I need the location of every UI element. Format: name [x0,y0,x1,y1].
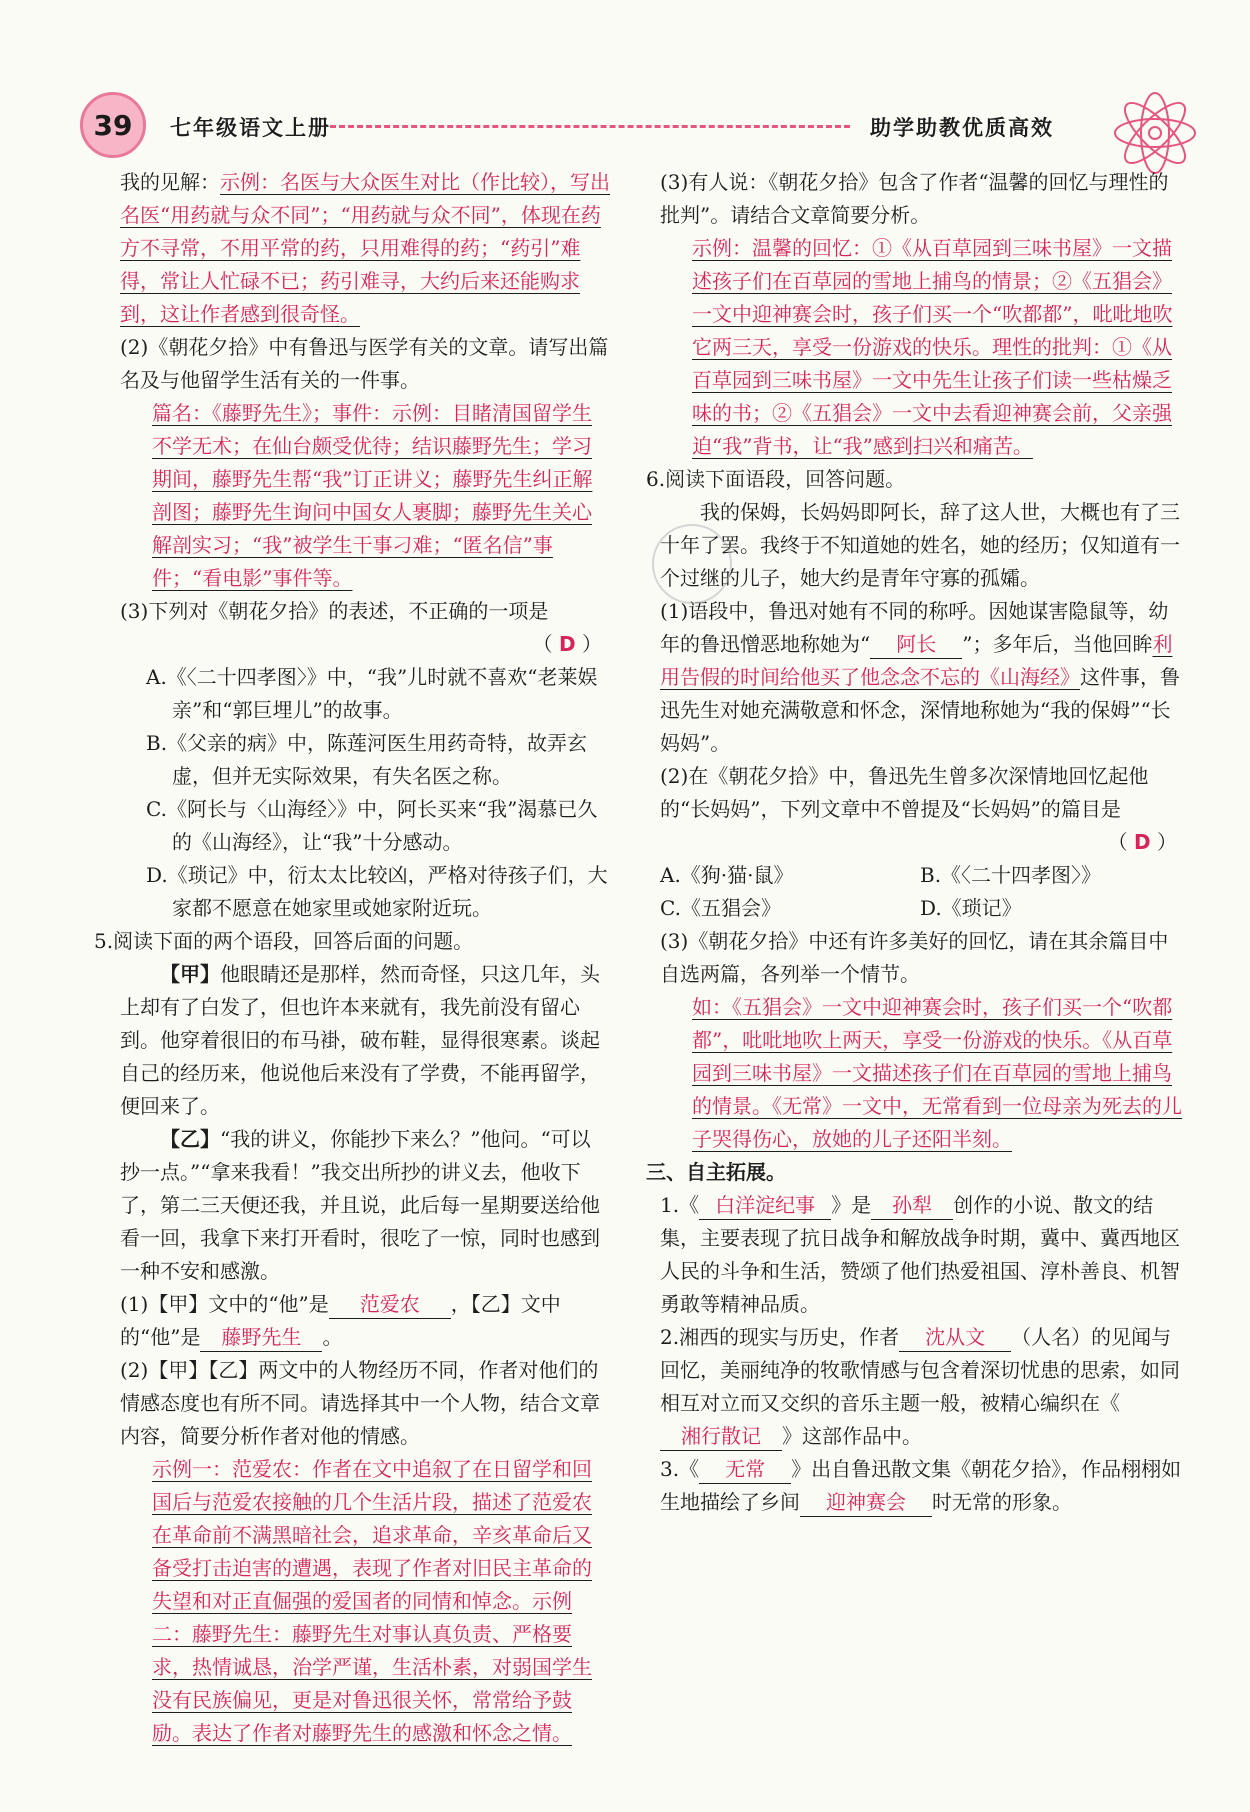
q5-1-answer-2: 藤野先生 [200,1323,322,1352]
e3-text-a: 3.《 [660,1457,700,1481]
q5-passage-jia [120,958,610,1123]
q6-1 [660,595,1185,760]
q6-2-option-d: D.《琐记》 [920,896,1022,920]
q6-prompt: 6.阅读下面语段，回答问题。 [646,467,906,491]
section-3-title: 三、自主拓展。 [646,1160,786,1184]
q4-3-answer: D [559,632,576,656]
q4-3b-prompt: (3)有人说：《朝花夕拾》包含了作者“温馨的回忆与理性的批判”。请结合文章简要分析。 [660,170,1169,227]
q5-1 [120,1288,610,1354]
q6-1-text-b: ”；多年后，当他回眸 [962,632,1153,656]
q4-3-option-b: B.《父亲的病》中，陈莲河医生用药奇特，故弄玄虚，但并无实际效果，有失名医之称。 [146,731,588,788]
q5-jia-tag: 【甲】 [160,962,220,986]
extension-1 [660,1189,1185,1321]
header-slogan: 助学助教优质高效 [870,115,1054,140]
q6-2-option-c: C.《五猖会》 [660,896,781,920]
e2-text-a: 2.湘西的现实与历史，作者 [660,1325,900,1349]
q6-2-prompt: (2)在《朝花夕拾》中，鲁迅先生曾多次深情地回忆起他的“长妈妈”，下列文章中不曾提及“长妈妈”的篇目是 [660,764,1149,821]
q6-1-text-c: 这件事，鲁迅先生对她充满敬意和怀念，深情地称她为“我的保姆”“长妈妈”。 [660,665,1180,755]
e3-answer-1: 无常 [699,1455,791,1484]
q5-yi-text: “我的讲义，你能抄下来么？”他问。“可以抄一点。”“拿来我看！”我交出所抄的讲义去，他收下了，第二三天便还我，并且说，此后每一星期要送给他看一回，我拿下来打开看时，很吃了一惊，同时也感到一种不安和感激。 [120,1127,600,1283]
e1-text-c: 创作的小说、散文的结集，主要表现了抗日战争和解放战争时期，冀中、冀西地区人民的斗争和生活，赞颂了他们热爱祖国、淳朴善良、机智勇敢等精神品质。 [660,1193,1180,1316]
q4-3-option-c: C.《阿长与〈山海经〉》中，阿长买来“我”渴慕已久的《山海经》，让“我”十分感动。 [146,797,598,854]
q4-2-prompt: (2)《朝花夕拾》中有鲁迅与医学有关的文章。请写出篇名及与他留学生活有关的一件事。 [120,335,609,392]
q4-3-option-d: D.《琐记》中，衍太太比较凶，严格对待孩子们，大家都不愿意在她家里或她家附近玩。 [146,863,608,920]
e1-text-a: 1.《 [660,1193,700,1217]
q6-passage: 我的保姆，长妈妈即阿长，辞了这人世，大概也有了三十年了罢。我终于不知道她的姓名，她的经历；仅知道有一个过继的儿子，她大约是青年守寡的孤孀。 [660,500,1180,590]
e2-text-b: （人名）的见闻与回忆，美丽纯净的牧歌情感与包含着深切忧患的思索，如同相互对立而又交织的音乐主题一般，被精心编织在《 [660,1325,1180,1415]
e2-text-c: 》这部作品中。 [782,1424,922,1448]
left-column [94,166,610,1750]
q4-opinion-answer: 示例：名医与大众医生对比（作比较），写出名医“用药就与众不同”；“用药就与众不同”，体现在药方不寻常，不用平常的药，只用难得的药；“药引”难得，常让人忙碌不已；药引难寻，大约后来还能购求到，这让作者感到很奇怪。 [120,170,610,326]
e2-answer-2: 湘行散记 [660,1422,782,1451]
q5-1-text-b: ，【乙】文中的“他”是 [120,1292,561,1349]
extension-2 [660,1321,1185,1453]
homework-stamp-icon [652,524,732,604]
q6-1-answer-1: 阿长 [870,630,962,659]
extension-3 [660,1453,1185,1519]
q5-1-answer-1: 范爱农 [329,1290,451,1319]
q4-3-option-a: A.《〈二十四孝图〉》中，“我”儿时就不喜欢“老莱娱亲”和“郭巨埋儿”的故事。 [146,665,598,722]
e2-answer-1: 沈从文 [899,1323,1011,1352]
q6-3-answer: 如：《五猖会》一文中迎神赛会时，孩子们买一个“吹都都”，吡吡地吹上两天，享受一份游戏的快乐。《从百草园到三味书屋》一文描述孩子们在百草园的雪地上捕鸟的情景。《无常》一文中，无常看到一位母亲为死去的儿子哭得伤心，放她的儿子还阳半刻。 [692,995,1182,1151]
q6-1-text-a: (1)语段中，鲁迅对她有不同的称呼。因她谋害隐鼠等，幼年的鲁迅憎恶地称她为“ [660,599,1169,656]
e3-text-c: 时无常的形象。 [932,1490,1072,1514]
q5-1-text-a: (1)【甲】文中的“他”是 [120,1292,329,1316]
q5-2-answer: 示例一：范爱农：作者在文中追叙了在日留学和回国后与范爱农接触的几个生活片段，描述了范爱农在革命前不满黑暗社会，追求革命，辛亥革命后又备受打击迫害的遭遇，表现了作者对旧民主革命的失望和对正直倔强的爱国者的同情和悼念。示例二：藤野先生：藤野先生对事认真负责、严格要求，热情诚恳，治学严谨，生活朴素，对弱国学生没有民族偏见，更是对鲁迅很关怀，常常给予鼓励。表达了作者对藤野先生的感激和怀念之情。 [152,1457,592,1745]
q4-3-bracket: （ D ） [532,632,602,656]
page-header [80,92,1200,168]
right-column [646,166,1185,1519]
q6-2-answer: D [1134,830,1151,854]
q6-2-options-row-2 [660,892,1185,925]
book-title: 七年级语文上册 [170,115,331,140]
header-dashed-line [330,125,850,128]
q4-3b-answer: 示例：温馨的回忆：①《从百草园到三味书屋》一文描述孩子们在百草园的雪地上捕鸟的情景；②《五猖会》一文中迎神赛会时，孩子们买一个“吹都都”，吡吡地吹它两三天，享受一份游戏的快乐。理性的批判：①《从百草园到三味书屋》一文中先生让孩子们读一些枯燥乏味的书；②《五猖会》一文中去看迎神赛会前，父亲强迫“我”背书，让“我”感到扫兴和痛苦。 [692,236,1173,458]
q6-2-option-b: B.《〈二十四孝图〉》 [920,863,1102,887]
q5-yi-tag: 【乙】 [160,1127,220,1151]
q6-2-bracket: （ D ） [1107,830,1177,854]
q5-jia-text: 他眼睛还是那样，然而奇怪，只这几年，头上却有了白发了，但也许本来就有，我先前没有留心到。他穿着很旧的布马褂，破布鞋，显得很寒素。谈起自己的经历来，他说他后来没有了学费，不能再留学，便回来了。 [120,962,600,1118]
q5-prompt: 5.阅读下面的两个语段，回答后面的问题。 [94,929,474,953]
q6-3-prompt: (3)《朝花夕拾》中还有许多美好的回忆，请在其余篇目中自选两篇，各列举一个情节。 [660,929,1169,986]
q4-opinion [120,166,610,331]
e3-answer-2: 迎神赛会 [800,1488,932,1517]
page-number-badge: 39 [80,92,146,158]
q4-3-prompt: (3)下列对《朝花夕拾》的表述，不正确的一项是 [120,599,549,623]
e1-answer-2: 孙犁 [871,1191,953,1220]
q6-2-options-row-1 [660,859,1185,892]
q5-passage-yi [120,1123,610,1288]
q6-1-answer-2: 利用告假的时间给他买了他念念不忘的《山海经》 [660,632,1173,689]
q6-2-option-a: A.《狗·猫·鼠》 [660,863,794,887]
flower-decoration-icon [1110,88,1200,178]
e1-answer-1: 白洋淀纪事 [699,1191,831,1220]
q5-1-text-c: 。 [322,1325,343,1349]
e3-text-b: 》出自鲁迅散文集《朝花夕拾》，作品栩栩如生地描绘了乡间 [660,1457,1182,1514]
q4-2-answer: 篇名：《藤野先生》；事件：示例：目睹清国留学生不学无术；在仙台颇受优待；结识藤野先生；学习期间，藤野先生帮“我”订正讲义；藤野先生纠正解剖图；藤野先生询问中国女人裹脚；藤野先生关心解剖实习；“我”被学生干事刁难；“匿名信”事件；“看电影”事件等。 [152,401,593,590]
q4-opinion-label: 我的见解： [120,170,220,194]
e1-text-b: 》是 [831,1193,872,1217]
q5-2-prompt: (2)【甲】【乙】两文中的人物经历不同，作者对他们的情感态度也有所不同。请选择其中一个人物，结合文章内容，简要分析作者对他的情感。 [120,1358,600,1448]
